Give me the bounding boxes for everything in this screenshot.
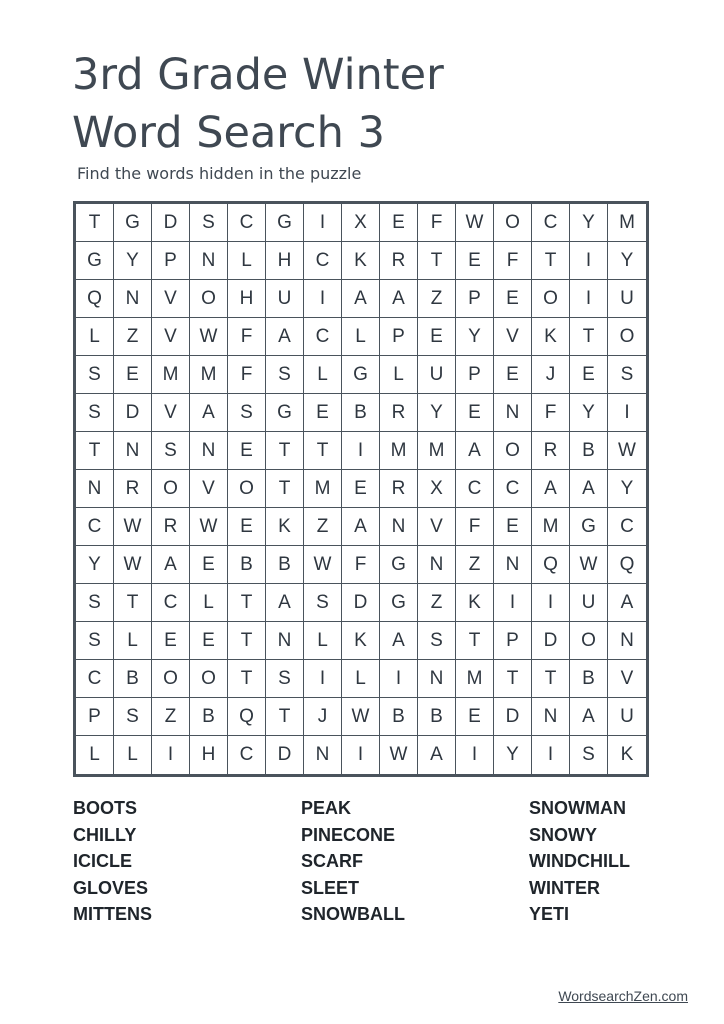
grid-cell: T (266, 470, 304, 508)
grid-cell: V (418, 508, 456, 546)
grid-cell: C (76, 508, 114, 546)
title-line-1: 3rd Grade Winter (72, 50, 444, 100)
grid-cell: Q (228, 698, 266, 736)
grid-cell: C (532, 204, 570, 242)
grid-cell: R (532, 432, 570, 470)
grid-cell: R (380, 242, 418, 280)
grid-cell: E (380, 204, 418, 242)
grid-cell: D (494, 698, 532, 736)
grid-cell: K (342, 242, 380, 280)
grid-cell: Z (152, 698, 190, 736)
grid-cell: F (456, 508, 494, 546)
grid-cell: S (228, 394, 266, 432)
grid-cell: S (76, 622, 114, 660)
grid-cell: S (570, 736, 608, 774)
word-list-item: YETI (529, 904, 570, 924)
grid-cell: Z (304, 508, 342, 546)
grid-cell: E (494, 508, 532, 546)
grid-cell: V (608, 660, 646, 698)
grid-cell: N (532, 698, 570, 736)
grid-cell: A (608, 584, 646, 622)
grid-cell: P (494, 622, 532, 660)
grid-cell: V (152, 318, 190, 356)
grid-cell: X (418, 470, 456, 508)
grid-cell: Y (570, 394, 608, 432)
grid-cell: I (456, 736, 494, 774)
grid-cell: T (266, 698, 304, 736)
grid-cell: T (76, 432, 114, 470)
grid-cell: A (266, 584, 304, 622)
word-list-item: MITTENS (73, 904, 152, 924)
page-title (72, 46, 444, 162)
grid-cell: E (494, 280, 532, 318)
grid-cell: Z (114, 318, 152, 356)
grid-cell: E (304, 394, 342, 432)
grid-cell: M (152, 356, 190, 394)
grid-cell: V (494, 318, 532, 356)
grid-cell: X (342, 204, 380, 242)
grid-cell: E (456, 394, 494, 432)
word-list-item: ICICLE (73, 851, 133, 871)
grid-cell: S (266, 356, 304, 394)
grid-cell: S (608, 356, 646, 394)
grid-cell: T (114, 584, 152, 622)
grid-cell: N (304, 736, 342, 774)
grid-cell: Y (494, 736, 532, 774)
grid-cell: T (266, 432, 304, 470)
grid-cell: F (532, 394, 570, 432)
grid-cell: A (532, 470, 570, 508)
grid-cell: G (342, 356, 380, 394)
grid-cell: L (304, 622, 342, 660)
grid-cell: W (608, 432, 646, 470)
grid-cell: V (152, 394, 190, 432)
grid-cell: I (494, 584, 532, 622)
grid-cell: O (494, 204, 532, 242)
grid-cell: L (190, 584, 228, 622)
grid-cell: G (266, 204, 304, 242)
grid-cell: T (456, 622, 494, 660)
grid-cell: A (570, 470, 608, 508)
grid-cell: W (304, 546, 342, 584)
grid-cell: B (342, 394, 380, 432)
grid-cell: R (152, 508, 190, 546)
grid-cell: G (570, 508, 608, 546)
grid-cell: A (570, 698, 608, 736)
grid-cell: R (114, 470, 152, 508)
grid-cell: Y (570, 204, 608, 242)
grid-cell: O (494, 432, 532, 470)
grid-cell: I (570, 280, 608, 318)
grid-cell: I (608, 394, 646, 432)
grid-cell: P (76, 698, 114, 736)
grid-cell: I (304, 660, 342, 698)
grid-cell: F (342, 546, 380, 584)
grid-cell: N (418, 660, 456, 698)
grid-cell: W (190, 318, 228, 356)
grid-cell: Z (418, 280, 456, 318)
grid-cell: F (494, 242, 532, 280)
grid-cell: N (608, 622, 646, 660)
grid-cell: T (532, 660, 570, 698)
grid-cell: E (570, 356, 608, 394)
grid-cell: O (532, 280, 570, 318)
grid-cell: O (152, 660, 190, 698)
grid-cell: N (266, 622, 304, 660)
grid-cell: M (190, 356, 228, 394)
grid-cell: W (570, 546, 608, 584)
grid-cell: I (342, 736, 380, 774)
letter-grid (73, 201, 649, 777)
grid-cell: O (228, 470, 266, 508)
grid-cell: G (380, 546, 418, 584)
grid-cell: C (304, 242, 342, 280)
grid-cell: S (114, 698, 152, 736)
grid-cell: L (76, 318, 114, 356)
grid-cell: P (456, 356, 494, 394)
grid-cell: C (152, 584, 190, 622)
grid-cell: Y (114, 242, 152, 280)
grid-cell: A (380, 280, 418, 318)
grid-cell: H (190, 736, 228, 774)
grid-cell: S (304, 584, 342, 622)
grid-cell: I (570, 242, 608, 280)
grid-cell: N (190, 432, 228, 470)
grid-cell: N (418, 546, 456, 584)
title-line-2: Word Search 3 (72, 108, 385, 158)
grid-cell: B (190, 698, 228, 736)
grid-cell: L (114, 622, 152, 660)
grid-cell: N (494, 394, 532, 432)
grid-cell: T (570, 318, 608, 356)
word-list-item: SNOWMAN (529, 798, 626, 818)
grid-cell: I (532, 736, 570, 774)
grid-cell: W (456, 204, 494, 242)
grid-cell: U (570, 584, 608, 622)
grid-cell: M (532, 508, 570, 546)
grid-cell: G (266, 394, 304, 432)
grid-cell: I (342, 432, 380, 470)
grid-cell: K (620, 744, 634, 765)
grid-cell: D (266, 736, 304, 774)
grid-cell: Y (456, 318, 494, 356)
grid-cell: Y (608, 242, 646, 280)
grid-cell: S (152, 432, 190, 470)
grid-cell: C (456, 470, 494, 508)
grid-cell: Y (76, 546, 114, 584)
grid-cell: U (608, 698, 646, 736)
grid-cell: J (532, 356, 570, 394)
grid-cell: B (380, 698, 418, 736)
grid-cell: C (304, 318, 342, 356)
grid-cell: S (76, 356, 114, 394)
grid-cell: Q (76, 280, 114, 318)
word-list-item: SCARF (301, 851, 363, 871)
grid-cell: A (152, 546, 190, 584)
grid-cell: T (494, 660, 532, 698)
grid-cell: B (114, 660, 152, 698)
grid-cell: E (342, 470, 380, 508)
grid-cell: G (76, 242, 114, 280)
grid-cell: N (494, 546, 532, 584)
grid-cell: S (418, 622, 456, 660)
grid-cell: I (532, 584, 570, 622)
grid-cell: Z (418, 584, 456, 622)
grid-cell: Q (532, 546, 570, 584)
grid-cell: T (228, 660, 266, 698)
grid-cell: N (114, 432, 152, 470)
grid-cell: N (76, 470, 114, 508)
grid-cell: Y (608, 470, 646, 508)
grid-cell: C (608, 508, 646, 546)
grid-cell: L (114, 736, 152, 774)
grid-cell: H (266, 242, 304, 280)
grid-cell: V (152, 280, 190, 318)
grid-cell: W (342, 698, 380, 736)
grid-cell: W (190, 508, 228, 546)
word-list-item: WINTER (529, 877, 600, 898)
grid-cell: A (418, 736, 456, 774)
grid-cell: I (152, 736, 190, 774)
grid-cell: R (380, 394, 418, 432)
word-list-item: PINECONE (301, 824, 396, 845)
grid-cell: T (228, 622, 266, 660)
grid-cell: I (380, 660, 418, 698)
grid-cell: U (608, 280, 646, 318)
grid-cell: J (304, 698, 342, 736)
grid-cell: I (304, 204, 342, 242)
grid-cell: N (380, 508, 418, 546)
grid-cell: A (456, 432, 494, 470)
grid-cell: E (228, 508, 266, 546)
grid-cell: E (494, 356, 532, 394)
grid-cell: S (190, 204, 228, 242)
grid-cell: E (114, 356, 152, 394)
grid-cell: B (266, 546, 304, 584)
word-list-item: GLOVES (73, 877, 149, 898)
grid-cell: T (76, 204, 114, 242)
grid-cell: F (228, 318, 266, 356)
grid-cell: D (342, 584, 380, 622)
subtitle: Find the words hidden in the puzzle (77, 164, 362, 183)
grid-cell: F (418, 204, 456, 242)
grid-cell: Z (456, 546, 494, 584)
word-list-item: SNOWY (529, 824, 598, 845)
grid-cell: B (570, 432, 608, 470)
grid-cell: K (266, 508, 304, 546)
grid-cell: E (228, 432, 266, 470)
grid-cell: O (190, 280, 228, 318)
grid-cell: D (532, 622, 570, 660)
grid-cell: F (228, 356, 266, 394)
word-list-item: PEAK (301, 798, 352, 818)
grid-cell: G (114, 204, 152, 242)
grid-cell: A (266, 318, 304, 356)
grid-cell: H (228, 280, 266, 318)
footer-link[interactable]: WordsearchZen.com (558, 988, 688, 1004)
grid-cell: C (228, 736, 266, 774)
grid-cell: M (304, 470, 342, 508)
grid-cell: B (418, 698, 456, 736)
grid-cell: U (266, 280, 304, 318)
grid-cell: A (342, 280, 380, 318)
grid-cell: A (342, 508, 380, 546)
grid-cell: Y (418, 394, 456, 432)
grid-cell: S (76, 394, 114, 432)
grid-cell: N (190, 242, 228, 280)
grid-cell: O (570, 622, 608, 660)
word-list-item: CHILLY (73, 824, 137, 845)
grid-cell: L (228, 242, 266, 280)
grid-cell: D (114, 394, 152, 432)
grid-cell: L (380, 356, 418, 394)
grid-cell: W (380, 736, 418, 774)
grid-cell: E (190, 546, 228, 584)
grid-cell: D (152, 204, 190, 242)
grid-cell: E (152, 622, 190, 660)
grid-cell: L (304, 356, 342, 394)
grid-cell: W (114, 508, 152, 546)
grid-cell: U (418, 356, 456, 394)
grid-cell: S (266, 660, 304, 698)
grid-cell: C (494, 470, 532, 508)
grid-cell: E (456, 242, 494, 280)
grid-cell: N (114, 280, 152, 318)
grid-cell: K (342, 622, 380, 660)
grid-cell: C (228, 204, 266, 242)
grid-cell: O (608, 318, 646, 356)
grid-cell: B (228, 546, 266, 584)
grid-cell: K (532, 318, 570, 356)
grid-cell: E (456, 698, 494, 736)
grid-cell: V (190, 470, 228, 508)
grid-cell: S (76, 584, 114, 622)
grid-cell: L (76, 736, 114, 774)
word-list-item: BOOTS (73, 798, 138, 818)
grid-cell: B (570, 660, 608, 698)
grid-cell: I (304, 280, 342, 318)
grid-cell: T (228, 584, 266, 622)
grid-cell: T (532, 242, 570, 280)
grid-cell: P (380, 318, 418, 356)
grid-cell: M (380, 432, 418, 470)
grid-cell: P (152, 242, 190, 280)
grid-cell: A (380, 622, 418, 660)
word-list-item: SLEET (301, 877, 360, 898)
grid-cell: T (304, 432, 342, 470)
word-list (73, 795, 673, 928)
grid-cell: E (418, 318, 456, 356)
grid-cell: P (456, 280, 494, 318)
word-list-item: WINDCHILL (529, 851, 630, 871)
grid-cell: M (608, 204, 646, 242)
grid-cell: A (190, 394, 228, 432)
grid-cell: T (418, 242, 456, 280)
grid-cell: G (380, 584, 418, 622)
grid-cell: L (342, 318, 380, 356)
grid-cell: M (456, 660, 494, 698)
grid-cell: L (342, 660, 380, 698)
grid-cell: O (190, 660, 228, 698)
grid-cell: E (190, 622, 228, 660)
grid-cell: K (456, 584, 494, 622)
grid-cell: W (114, 546, 152, 584)
grid-cell: Q (608, 546, 646, 584)
grid-cell: M (418, 432, 456, 470)
grid-cell: R (380, 470, 418, 508)
word-list-item: SNOWBALL (301, 904, 405, 924)
grid-cell: O (152, 470, 190, 508)
grid-cell: C (76, 660, 114, 698)
